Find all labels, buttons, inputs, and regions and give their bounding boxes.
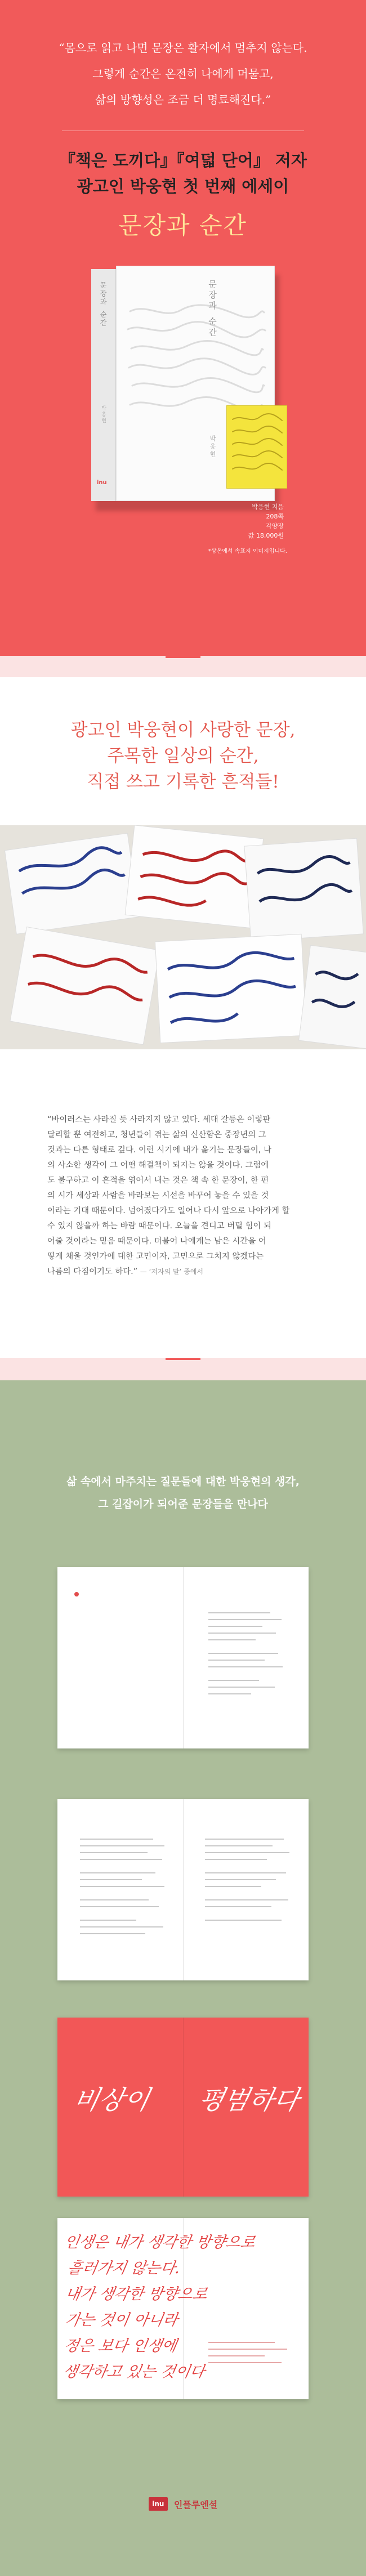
paragraph-line: 의 시가 세상과 사람을 바라보는 시선을 바꾸어 놓을 수 있을 것 xyxy=(47,1191,269,1200)
paragraph-line: 도 불구하고 이 흔적을 엮어서 내는 것은 책 속 한 문장이, 한 편 xyxy=(47,1176,269,1185)
calligraphy-line: 정은 보다 인생에 xyxy=(63,2337,178,2355)
paragraph-line: 달리할 뿐 여전하고, 청년들이 겪는 삶의 신산함은 중장년의 그 xyxy=(47,1130,266,1139)
section-divider xyxy=(0,656,366,677)
publisher-name: 인플루엔셜 xyxy=(173,2499,218,2510)
paragraph-line: 어줄 것이라는 믿음 때문이다. 더불어 나에게는 남은 시간을 어 xyxy=(47,1237,266,1246)
cover-author: 박웅현 xyxy=(209,435,216,459)
author-note-paragraph xyxy=(47,1112,319,1280)
text-line xyxy=(80,1920,136,1921)
quote-line-3: 삶의 방향성은 조금 더 명료해진다.” xyxy=(95,93,271,106)
text-line xyxy=(80,1899,149,1900)
calligraphy-line: 생각하고 있는 것이다 xyxy=(61,2363,207,2381)
cards-illustration xyxy=(0,825,366,1049)
quote-line-1: “몸으로 읽고 나면 문장은 활자에서 멈추지 않는다. xyxy=(59,41,307,55)
author-credentials-line-2: 광고인 박웅현 첫 번째 에세이 xyxy=(77,177,289,196)
paragraph-citation: — ‘저자의 말’ 중에서 xyxy=(140,1268,203,1276)
text-line xyxy=(205,1920,282,1921)
text-line xyxy=(205,1886,261,1887)
text-line xyxy=(205,1879,276,1880)
calligraphy-right: 평범하다 xyxy=(195,2085,302,2115)
text-line xyxy=(208,2342,275,2343)
text-line xyxy=(80,1886,164,1887)
publisher-logo xyxy=(0,2497,366,2511)
paragraph-line: 이라는 기대 때문이다. 넘어졌다가도 일어나 다시 앞으로 나아가게 할 xyxy=(47,1206,290,1215)
spread-fold xyxy=(183,1799,184,1980)
calligraphy-line: 흘러가지 않는다. xyxy=(66,2260,182,2277)
spine-logo: inu xyxy=(97,480,107,486)
text-line xyxy=(208,1666,283,1667)
text-line xyxy=(208,2355,265,2356)
headline-line-2: 그 길잡이가 되어준 문장들을 만나다 xyxy=(98,1498,268,1510)
divider-accent xyxy=(166,1358,200,1360)
publisher-mark: inu xyxy=(149,2497,168,2511)
text-line xyxy=(205,1839,284,1840)
author-credentials-line-1: 『책은 도끼다』『여덟 단어』 저자 xyxy=(59,151,307,170)
text-line xyxy=(80,1933,145,1934)
text-line xyxy=(80,1839,153,1840)
quote-line-2: 그렇게 순간은 온전히 나에게 머물고, xyxy=(92,67,274,80)
text-line xyxy=(208,1680,259,1681)
text-line xyxy=(80,1852,148,1853)
text-line xyxy=(208,1612,270,1613)
spread-fold xyxy=(183,2018,184,2197)
hero-quote xyxy=(0,35,366,113)
text-line xyxy=(208,1660,265,1661)
text-line xyxy=(208,1626,262,1627)
calligraphy-left: 비상이 xyxy=(70,2085,153,2115)
text-line xyxy=(208,2362,282,2363)
text-line xyxy=(80,1872,155,1873)
section2-headline xyxy=(0,717,366,795)
headline-line-1: 광고인 박웅현이 사랑한 문장, xyxy=(70,720,296,740)
paragraph-line-last xyxy=(47,1264,319,1280)
divider-accent xyxy=(166,656,200,658)
hero-book-title: 문장과 순간 xyxy=(118,212,248,239)
text-line xyxy=(205,1859,267,1860)
text-line xyxy=(80,1845,164,1846)
spine-author: 박웅현 xyxy=(100,405,106,424)
text-line xyxy=(208,1687,275,1688)
handwritten-cards-photo xyxy=(0,825,366,1049)
book-spread-2 xyxy=(57,1799,309,1980)
text-line xyxy=(208,1633,276,1634)
text-line xyxy=(208,1693,251,1694)
section-divider xyxy=(0,1358,366,1380)
text-line xyxy=(80,1859,162,1860)
headline-line-2: 주목한 일상의 순간, xyxy=(107,746,259,766)
red-calligraphy-spread xyxy=(57,2018,309,2197)
author-credentials xyxy=(0,147,366,199)
paragraph-line: “바이러스는 사라질 듯 사라지지 않고 있다. 세대 갈등은 이렇판 xyxy=(47,1115,271,1124)
book-info-line: 박웅현 지음 xyxy=(252,503,284,511)
calligraphy-line: 인생은 내가 생각한 방향으로 xyxy=(63,2234,257,2251)
yellow-cover-scribble-art xyxy=(230,412,284,484)
book-note: *상온에서 속표지 이미지입니다. xyxy=(208,548,287,554)
text-line xyxy=(208,1619,282,1620)
calligraphy-line: 내가 생각한 방향으로 xyxy=(64,2286,209,2303)
text-line xyxy=(205,1845,273,1846)
text-line xyxy=(80,1926,163,1927)
book-info-line: 208쪽 xyxy=(266,513,284,520)
book-info-line: 값 18,000원 xyxy=(248,532,284,539)
text-line xyxy=(208,2349,287,2350)
text-line xyxy=(80,1906,159,1907)
headline-line-3: 직접 쓰고 기록한 흔적들! xyxy=(87,772,279,792)
paragraph-line: 수 있지 않을까 하는 바람 때문이다. 오늘을 견디고 버틸 힘이 되 xyxy=(47,1222,271,1231)
paragraph-line: 나름의 다짐이기도 하다.” xyxy=(47,1267,138,1276)
red-mark-icon xyxy=(74,1592,79,1596)
section4-headline xyxy=(0,1470,366,1515)
paragraph-line: 것과는 다른 형태로 깊다. 이런 시기에 내가 옮기는 문장들이, 나 xyxy=(47,1146,271,1155)
spine-title: 문장과 순간 xyxy=(99,281,107,328)
text-line xyxy=(80,1879,142,1880)
text-line xyxy=(205,1852,289,1853)
paragraph-line: 의 사소한 생각이 그 어떤 해결책이 되지는 않을 것이다. 그럼에 xyxy=(47,1161,269,1170)
spread-fold xyxy=(183,1567,184,1748)
text-line xyxy=(208,1653,278,1654)
text-line xyxy=(208,1639,256,1640)
text-line xyxy=(205,1906,271,1907)
calligraphy-line: 가는 것이 아니라 xyxy=(64,2311,180,2329)
paragraph-line: 떻게 채울 것인가에 대한 고민이자, 고민으로 그치지 않겠다는 xyxy=(47,1252,264,1261)
book-spread-1 xyxy=(57,1567,309,1748)
text-line xyxy=(205,1899,288,1900)
calligraphy-art xyxy=(57,2218,309,2399)
yellow-book-cover xyxy=(226,405,287,489)
headline-line-1: 삶 속에서 마주치는 질문들에 대한 박웅현의 생각, xyxy=(66,1475,300,1488)
cover-title: 문장과 순간 xyxy=(207,280,217,338)
book-info-line: 각양장 xyxy=(266,522,284,530)
book-info xyxy=(233,502,284,540)
calligraphy-page-spread xyxy=(57,2218,309,2399)
text-line xyxy=(205,1872,286,1873)
